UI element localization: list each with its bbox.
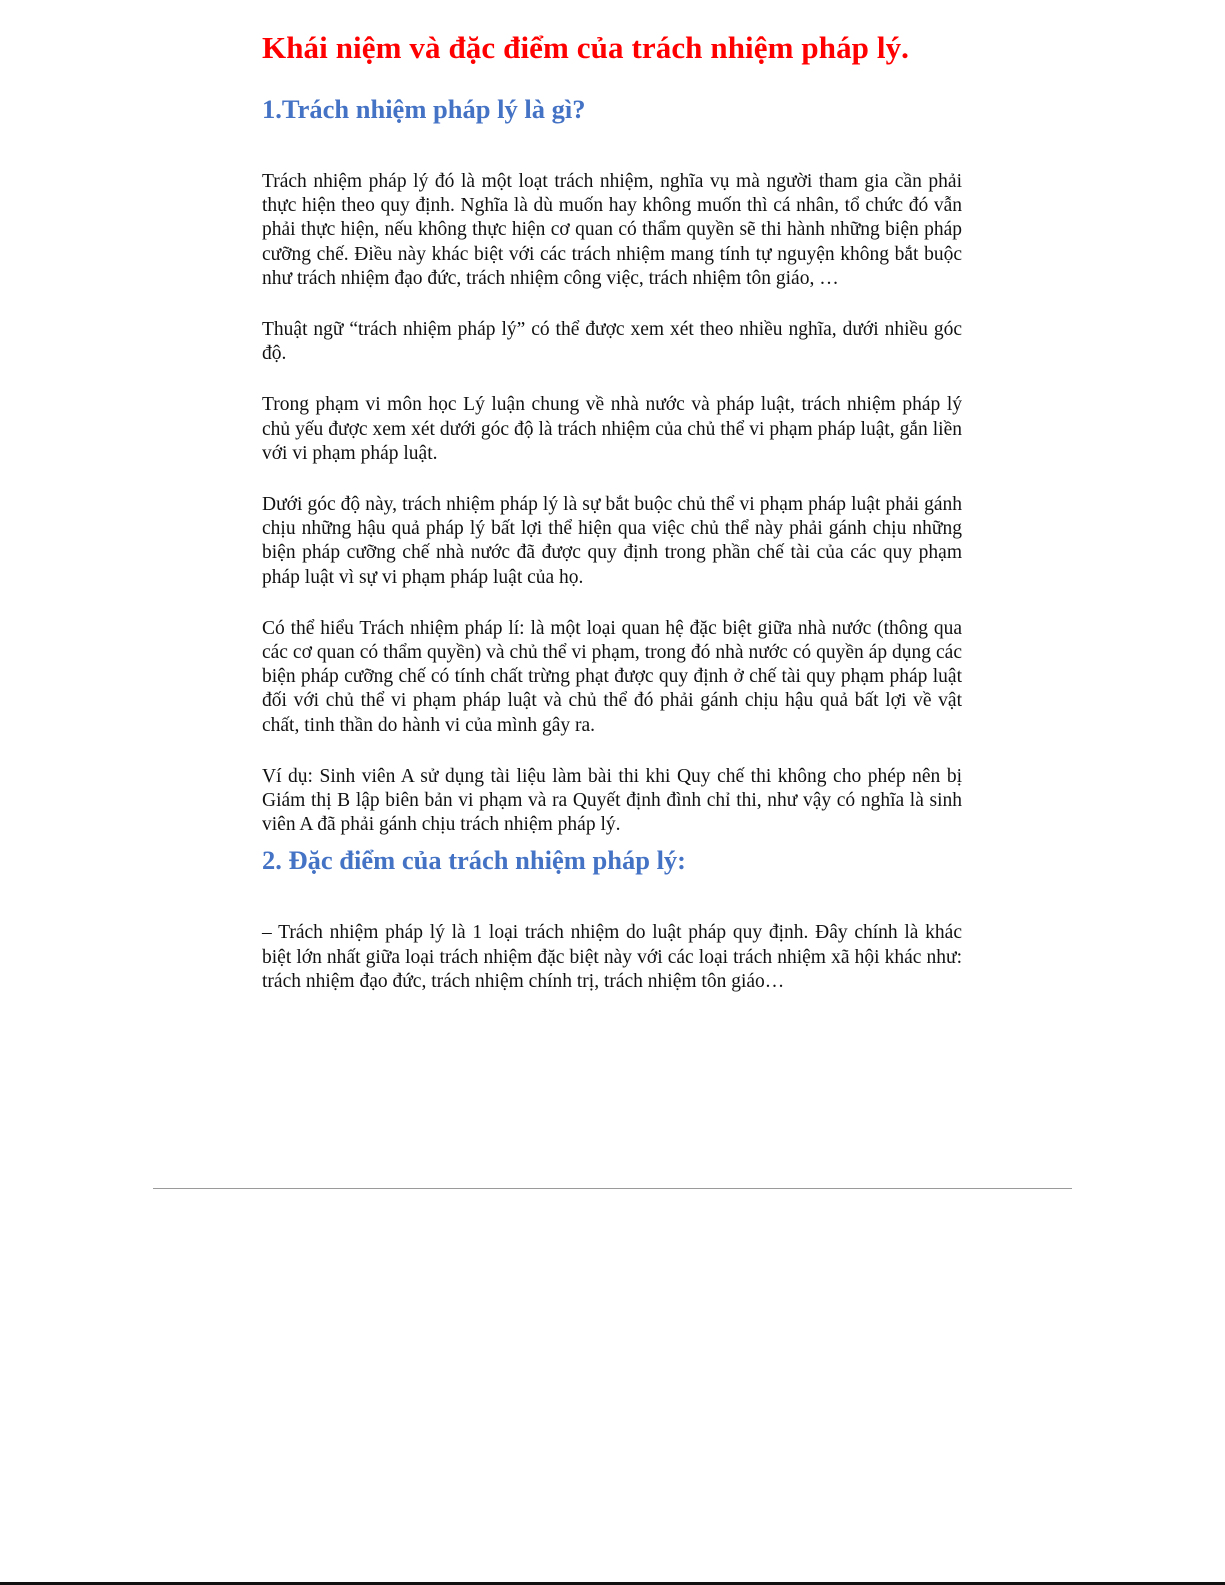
section-1-heading: 1.Trách nhiệm pháp lý là gì? — [262, 94, 586, 124]
section-1-paragraph-3: Trong phạm vi môn học Lý luận chung về nhà nước và pháp luật, trách nhiệm pháp lý chủ yếu được xem xét dưới góc độ là trách nhiệm của chủ thể vi phạm pháp luật, gắn liền với vi phạm pháp luật. — [262, 394, 962, 464]
section-1-example-paragraph: Ví dụ: Sinh viên A sử dụng tài liệu làm bài thi khi Quy chế thi không cho phép nên bị Giám thị B lập biên bản vi phạm và ra Quyết định đình chỉ thi, như vậy có nghĩa là sinh viên A đã phải gánh chịu trách nhiệm pháp lý. — [262, 765, 962, 836]
page-divider — [153, 1188, 1072, 1189]
section-2-heading: 2. Đặc điểm của trách nhiệm pháp lý: — [262, 845, 686, 876]
document-title: Khái niệm và đặc điểm của trách nhiệm pháp lý. — [262, 30, 910, 65]
section-1-paragraph-5: Có thể hiểu Trách nhiệm pháp lí: là một loại quan hệ đặc biệt giữa nhà nước (thông qua các cơ quan có thẩm quyền) và chủ thể vi phạm, trong đó nhà nước có quyền áp dụng các biện pháp cưỡng chế có tính chất trừng phạt được quy định ở chế tài quy phạm pháp luật đối với chủ thể vi phạm pháp luật và chủ thể đó phải gánh chịu hậu quả bất lợi về vật chất, tinh thần do hành vi của mình gây ra. — [262, 617, 962, 736]
section-1-paragraph-2: Thuật ngữ “trách nhiệm pháp lý” có thể được xem xét theo nhiều nghĩa, dưới nhiều góc độ. — [262, 319, 962, 365]
document-page — [262, 28, 962, 994]
section-2-paragraph-1: – Trách nhiệm pháp lý là 1 loại trách nhiệm do luật pháp quy định. Đây chính là khác biệt lớn nhất giữa loại trách nhiệm đặc biệt này với các loại trách nhiệm xã hội khác như: trách nhiệm đạo đức, trách nhiệm chính trị, trách nhiệm tôn giáo… — [262, 922, 962, 992]
section-1-paragraph-4: Dưới góc độ này, trách nhiệm pháp lý là sự bắt buộc chủ thể vi phạm pháp luật phải gánh chịu những hậu quả pháp lý bất lợi thể hiện qua việc chủ thể này phải gánh chịu những biện pháp cưỡng chế nhà nước đã được quy định trong phần chế tài của các quy phạm pháp luật vì sự vi phạm pháp luật của họ. — [262, 494, 962, 588]
section-1-paragraph-1: Trách nhiệm pháp lý đó là một loạt trách nhiệm, nghĩa vụ mà người tham gia cần phải thực hiện theo quy định. Nghĩa là dù muốn hay không muốn thì cá nhân, tổ chức đó vẫn phải thực hiện, nếu không thực hiện cơ quan có thẩm quyền sẽ thi hành những biện pháp cưỡng chế. Điều này khác biệt với các trách nhiệm mang tính tự nguyện không bắt buộc như trách nhiệm đạo đức, trách nhiệm công việc, trách nhiệm tôn giáo, … — [262, 171, 962, 289]
